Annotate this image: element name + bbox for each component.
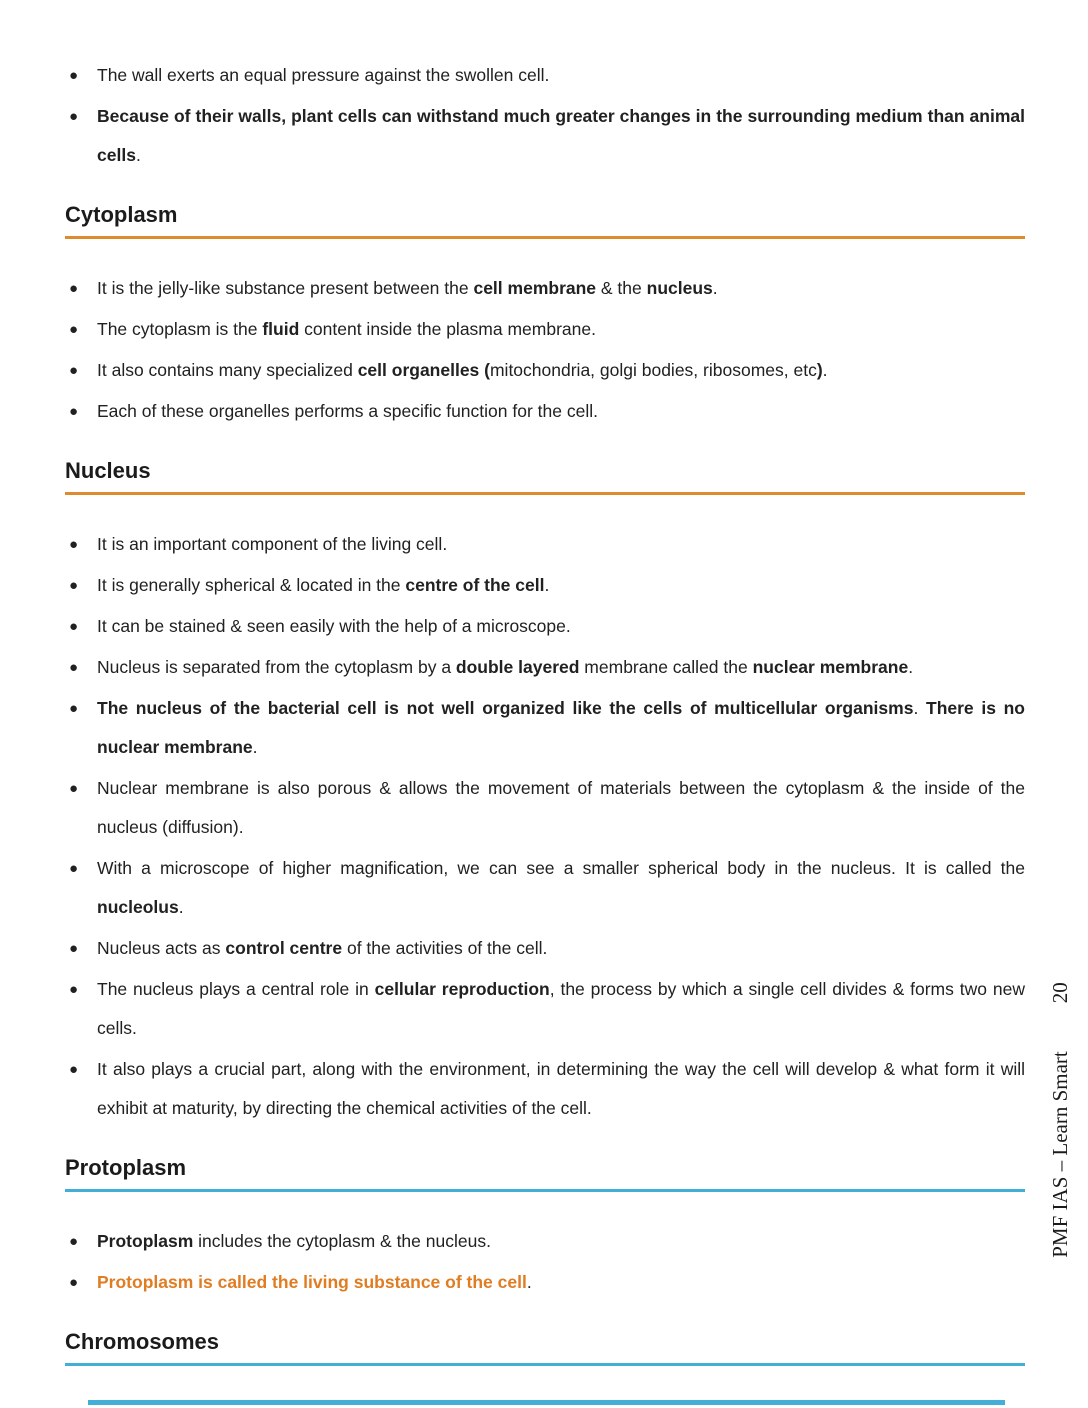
text-run: .: [712, 278, 718, 298]
text-run: fluid: [262, 319, 300, 339]
bullet-item: [65, 1050, 1025, 1128]
bullet-item: [65, 56, 1025, 95]
bullet-text: [97, 929, 1025, 968]
bullet-text: [97, 1050, 1025, 1128]
bullet-text: [97, 392, 1025, 431]
page-number: 20: [1048, 982, 1072, 1004]
text-run: Protoplasm is called the living substance of the cell: [97, 1272, 527, 1292]
bullet-dot-icon: ●: [69, 536, 79, 553]
bullet-text: [97, 310, 1025, 349]
bullet-text: [97, 970, 1025, 1048]
bullet-dot-icon: ●: [69, 108, 79, 125]
text-run: Nuclear membrane is also porous & allows the movement of materials between the cytoplasm & the inside of the nucleus (diffusion).: [97, 778, 1025, 837]
bullet-item: [65, 970, 1025, 1048]
text-run: of the activities of the cell.: [342, 938, 548, 958]
text-run: It can be stained & seen easily with the help of a microscope.: [97, 616, 571, 636]
side-strip: [1048, 970, 1074, 1270]
text-run: nucleus: [646, 278, 713, 298]
bullet-item: [65, 929, 1025, 968]
brand-vertical-text: PMF IAS – Learn Smart: [1048, 1051, 1072, 1258]
bullet-text: [97, 351, 1025, 390]
text-run: It also contains many specialized: [97, 360, 358, 380]
bullet-dot-icon: ●: [69, 577, 79, 594]
bullet-item: [65, 351, 1025, 390]
text-run: .: [908, 657, 914, 677]
section-heading-chromosomes: Chromosomes: [65, 1329, 1025, 1366]
text-run: ): [816, 360, 823, 380]
text-run: .: [135, 145, 141, 165]
bullet-text: [97, 607, 1025, 646]
text-run: It is the jelly-like substance present between the: [97, 278, 474, 298]
bullet-dot-icon: ●: [69, 618, 79, 635]
bullet-dot-icon: ●: [69, 362, 79, 379]
text-run: The cytoplasm is the: [97, 319, 263, 339]
bullet-dot-icon: ●: [69, 940, 79, 957]
text-run: .: [252, 737, 258, 757]
bullet-dot-icon: ●: [69, 780, 79, 797]
page-content: [65, 56, 1025, 1396]
text-run: It is generally spherical & located in the: [97, 575, 406, 595]
section-heading-cytoplasm: Cytoplasm: [65, 202, 1025, 239]
bullet-dot-icon: ●: [69, 1233, 79, 1250]
text-run: It also plays a crucial part, along with the environment, in determining the way the cell will develop & what form it will exhibit at maturity, by directing the chemical activities of the cell.: [97, 1059, 1025, 1118]
bullet-dot-icon: ●: [69, 280, 79, 297]
text-run: Protoplasm: [97, 1231, 194, 1251]
bullet-dot-icon: ●: [69, 860, 79, 877]
text-run: control centre: [225, 938, 343, 958]
text-run: .: [526, 1272, 532, 1292]
bullet-item: [65, 648, 1025, 687]
text-run: & the: [596, 278, 647, 298]
bullet-item: [65, 849, 1025, 927]
text-run: membrane called the: [579, 657, 753, 677]
text-run: , the process by which a single cell divides & forms two new cells.: [97, 979, 1026, 1038]
bullet-item: [65, 1263, 1025, 1302]
text-run: .: [913, 698, 926, 718]
bullet-dot-icon: ●: [69, 67, 79, 84]
text-run: nucleolus: [97, 897, 179, 917]
text-run: The nucleus plays a central role in: [97, 979, 375, 999]
bullet-item: [65, 525, 1025, 564]
bullet-item: [65, 392, 1025, 431]
bullet-text: [97, 769, 1025, 847]
bullet-text: [97, 1222, 1025, 1261]
text-run: .: [178, 897, 184, 917]
text-run: The nucleus of the bacterial cell is not well organized like the cells of multicellular organisms: [97, 698, 914, 718]
bullet-text: [97, 269, 1025, 308]
text-run: mitochondria, golgi bodies, ribosomes, etc: [489, 360, 817, 380]
text-run: Each of these organelles performs a specific function for the cell.: [97, 401, 598, 421]
bullet-dot-icon: ●: [69, 1061, 79, 1078]
bullet-item: [65, 269, 1025, 308]
text-run: Because of their walls, plant cells can withstand much greater changes in the surrounding medium than animal cells: [97, 106, 1025, 165]
text-run: It is an important component of the living cell.: [97, 534, 448, 554]
bullet-item: [65, 97, 1025, 175]
text-run: .: [822, 360, 828, 380]
bullet-text: [97, 648, 1025, 687]
text-run: The wall exerts an equal pressure against the swollen cell.: [97, 65, 550, 85]
text-run: With a microscope of higher magnification, we can see a smaller spherical body in the nucleus. It is called the: [97, 858, 1025, 878]
bullet-text: [97, 689, 1025, 767]
bullet-item: [65, 769, 1025, 847]
bullet-item: [65, 566, 1025, 605]
text-run: Nucleus is separated from the cytoplasm by a: [97, 657, 456, 677]
bullet-text: [97, 566, 1025, 605]
text-run: includes the cytoplasm & the nucleus.: [193, 1231, 491, 1251]
bullet-dot-icon: ●: [69, 403, 79, 420]
section-heading-protoplasm: Protoplasm: [65, 1155, 1025, 1192]
bullet-item: [65, 689, 1025, 767]
bullet-dot-icon: ●: [69, 659, 79, 676]
text-run: There is no nuclear membrane: [97, 698, 1025, 757]
bullet-dot-icon: ●: [69, 700, 79, 717]
text-run: centre of the cell: [405, 575, 545, 595]
bullet-text: [97, 56, 1025, 95]
text-run: double layered: [455, 657, 580, 677]
text-run: cell membrane: [473, 278, 597, 298]
bullet-item: [65, 310, 1025, 349]
bullet-dot-icon: ●: [69, 981, 79, 998]
bullet-item: [65, 1222, 1025, 1261]
bullet-dot-icon: ●: [69, 1274, 79, 1291]
bullet-text: [97, 97, 1025, 175]
bullet-dot-icon: ●: [69, 321, 79, 338]
text-run: Nucleus acts as: [97, 938, 226, 958]
text-run: nuclear membrane: [752, 657, 909, 677]
section-heading-nucleus: Nucleus: [65, 458, 1025, 495]
text-run: .: [544, 575, 550, 595]
bullet-text: [97, 849, 1025, 927]
text-run: cell organelles (: [357, 360, 490, 380]
bullet-text: [97, 1263, 1025, 1302]
text-run: cellular reproduction: [374, 979, 550, 999]
bullet-item: [65, 607, 1025, 646]
text-run: content inside the plasma membrane.: [299, 319, 596, 339]
bullet-text: [97, 525, 1025, 564]
next-section-rule: [88, 1400, 1005, 1405]
